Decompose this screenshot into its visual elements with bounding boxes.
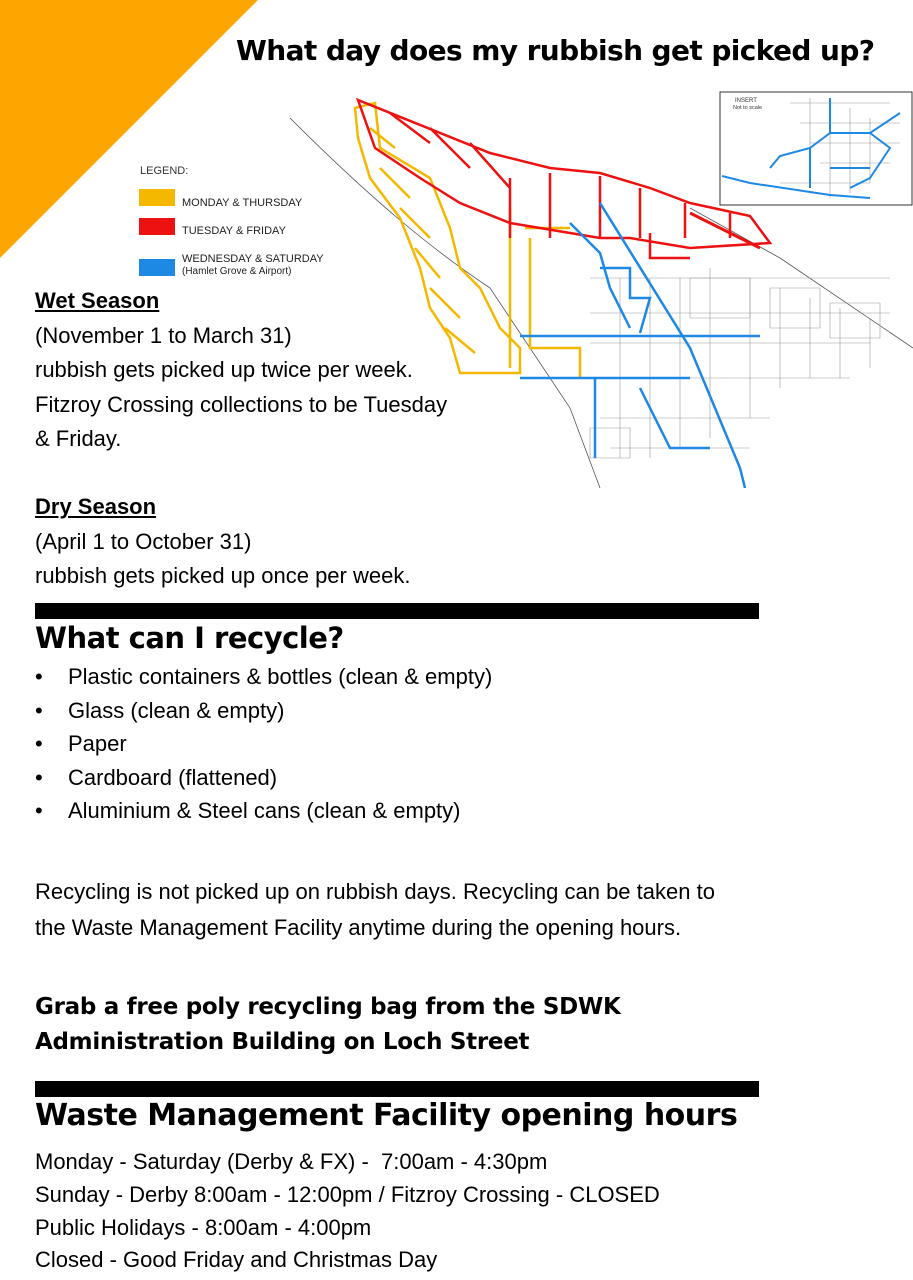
wet-season-frequency: rubbish gets picked up twice per week. (35, 357, 413, 382)
wet-season-fitzroy-note: Fitzroy Crossing collections to be Tuesday (35, 391, 448, 417)
map-insert (720, 92, 912, 205)
legend-swatch-2 (139, 259, 175, 276)
insert-title: INSERT (735, 98, 757, 104)
legend-label-1: TUESDAY & FRIDAY (182, 225, 286, 237)
list-item: • Cardboard (flattened) (35, 761, 495, 795)
dry-season-dates: (April 1 to October 31) (35, 528, 252, 554)
hours-line-public-holidays: Public Holidays - 8:00am - 4:00pm (35, 1214, 372, 1240)
wet-season-fitzroy-note-cont: & Friday. (35, 426, 122, 451)
legend-swatch-1 (139, 218, 175, 235)
recycling-note: Recycling is not picked up on rubbish days. Recycling can be taken to the Waste Management Facility anytime during the opening hours. (35, 879, 715, 940)
dry-season-frequency: rubbish gets picked up once per week. (35, 563, 411, 588)
legend-sublabel-2: (Hamlet Grove & Airport) (182, 266, 292, 277)
divider (35, 603, 759, 619)
parcel-grid (590, 268, 890, 458)
list-item: • Aluminium & Steel cans (clean & empty) (35, 794, 495, 828)
recycle-list (35, 660, 495, 828)
wet-season-dates: (November 1 to March 31) (35, 322, 292, 348)
hours-line-closed: Closed - Good Friday and Christmas Day (35, 1247, 438, 1273)
map-legend (139, 165, 324, 277)
opening-hours-heading: Waste Management Facility opening hours (35, 1098, 738, 1133)
hours-line-weekdays: Monday - Saturday (Derby & FX) - 7:00am - 4:30pm (35, 1149, 548, 1174)
legend-label-2: WEDNESDAY & SATURDAY (182, 253, 324, 265)
map-legend-title: LEGEND: (140, 165, 189, 177)
list-item: • Paper (35, 727, 495, 761)
list-item: • Glass (clean & empty) (35, 694, 495, 728)
wet-season-section (35, 284, 447, 457)
insert-note: Not to scale (733, 105, 763, 111)
legend-swatch-0 (139, 189, 175, 206)
legend-label-0: MONDAY & THURSDAY (182, 197, 303, 209)
dry-season-heading: Dry Season (35, 494, 157, 519)
zone-tuesday-friday (358, 100, 770, 258)
wet-season-heading: Wet Season (35, 288, 160, 313)
opening-hours-list (35, 1146, 660, 1277)
dry-season-section (35, 490, 410, 594)
free-bag-promo: Grab a free poly recycling bag from the SDWK Administration Building on Loch Street (35, 994, 621, 1055)
divider (35, 1081, 759, 1097)
list-item: • Plastic containers & bottles (clean & empty) (35, 660, 495, 694)
hours-line-sunday: Sunday - Derby 8:00am - 12:00pm / Fitzroy Crossing - CLOSED (35, 1181, 660, 1207)
page-title: What day does my rubbish get picked up? (236, 34, 875, 67)
recycle-heading: What can I recycle? (35, 621, 344, 655)
